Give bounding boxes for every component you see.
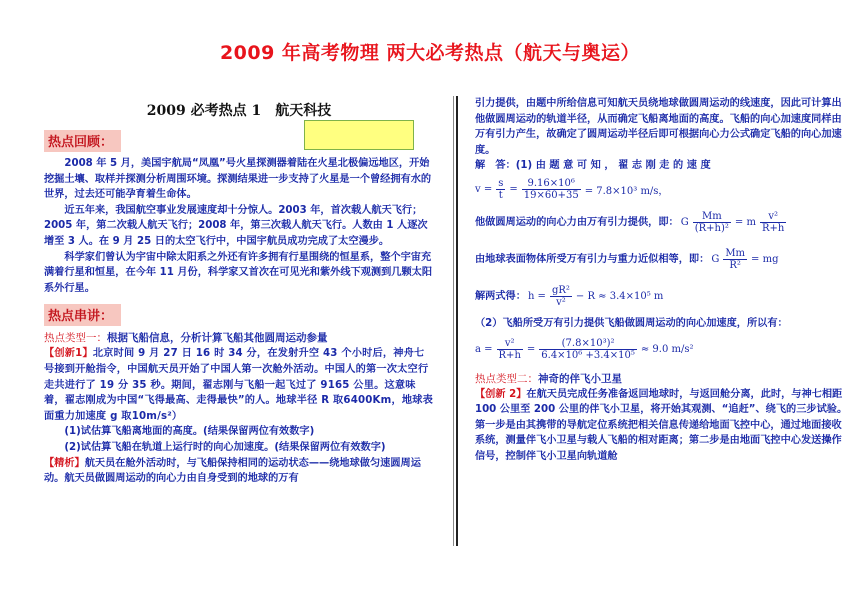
analysis-text: 航天员在舱外活动时，与飞船保持相同的运动状态——绕地球做匀速圆周运动。航天员做圆周运动的向心力由自身受到的地球的万有 [44, 457, 421, 485]
eq1-g: G [680, 216, 689, 228]
review-para-2: 近五年来，我国航空事业发展速度却十分惊人。2003 年，首次载人航天飞行；2005 年，第二次载人航天飞行；2008 年，第三次载人航天飞行。人数由 1 人逐次增至 3 人。在 9 月 25 日的太空飞行中，中国宇航员成功完成了太空漫步。 [44, 204, 428, 247]
accel-formula [475, 338, 850, 361]
eq1-den: (R+h)² [694, 222, 729, 234]
eq1-text: 他做圆周运动的向心力由万有引力提供，即： [475, 216, 679, 228]
type2-line [475, 371, 850, 387]
solve-res: − R ≈ 3.4×10⁵ m [575, 290, 664, 302]
highlight-box [304, 120, 414, 150]
left-column [44, 96, 434, 487]
innov2-para [475, 387, 850, 465]
analysis-label: 【精析】 [44, 457, 85, 469]
a-den: R+h [498, 349, 521, 361]
innov1-para [44, 346, 434, 424]
eq1-line [475, 211, 850, 234]
a-num2: (7.8×10³)² [539, 338, 637, 350]
a-num: v² [497, 338, 523, 350]
solve-den: v² [556, 296, 566, 308]
a-den2: 6.4×10⁶ +3.4×10⁵ [541, 349, 635, 361]
innov2-text: 在航天员完成任务准备返回地球时，与返回舱分离，此时，与神七相距 100 公里至 200 公里的伴飞小卫星，将开始其观测、“追赶”、绕飞的三步试验。第一步是由其携带的导航定位系统把相关信息传递给地面飞控中心，通过地面接收系统，测量伴飞小卫星与载人飞船的相对距离；第二步是由地面飞控中心发送操作信号，控制伴飞小卫星向轨道舱 [475, 388, 848, 462]
solve-line [475, 285, 850, 308]
eq2-num: Mm [725, 247, 746, 259]
eq1-formula [681, 211, 789, 234]
v-t: t [498, 189, 503, 201]
right-para-1: 引力提供，由题中所给信息可知航天员绕地球做圆周运动的线速度，因此可计算出他做圆周运动的轨道半径，从而确定飞船离地面的高度。飞船的向心加速度同样由万有引力产生，故确定了圆周运动半径后即可根据向心力公式确定飞船的向心加速度。 [475, 98, 842, 156]
type2-label: 热点类型二： [475, 372, 538, 385]
section-title: 2009 必考热点 1 航天科技 [146, 103, 332, 119]
type2-text: 神奇的伴飞小卫星 [538, 372, 622, 385]
column-divider-shadow [453, 96, 454, 546]
velocity-formula: v = $\frac{s}{t}$ = $\frac{\text{9.16×10⁶}}{19\times 60+35}$ = 7.8×10³ m/s， [475, 177, 669, 201]
analysis-tag: 热点串讲： [44, 304, 121, 326]
eq1-num2: v² [760, 211, 786, 223]
analysis-para [44, 456, 434, 487]
v-result: = 7.8×10³ m/s， [584, 185, 669, 197]
review-tag: 热点回顾： [44, 130, 121, 152]
eq2-formula [711, 248, 778, 271]
question-2: (2)试估算飞船在轨道上运行时的向心加速度。(结果保留两位有效数字) [64, 441, 386, 453]
question-1: (1)试估算飞船离地面的高度。(结果保留两位有效数字) [64, 426, 315, 438]
eq2-den: R² [729, 259, 741, 271]
page-title: 2009 年高考物理 两大必考热点（航天与奥运） [219, 42, 641, 64]
solve-formula [528, 285, 663, 308]
eq2-line [475, 248, 850, 271]
type1-text: 根据飞船信息，分析计算飞船其他圆周运动参量 [107, 332, 328, 345]
type1-line [44, 330, 434, 346]
answer-line: 解 答：(1) 由 题 意 可 知 ， 翟 志 刚 走 的 速 度 [475, 160, 711, 172]
solve-num: gR² [551, 284, 570, 296]
eq2-text: 由地球表面物体所受万有引力与重力近似相等，即： [475, 253, 710, 265]
type1-label: 热点类型一： [44, 332, 107, 345]
solve-h: h = [527, 290, 546, 302]
column-divider [456, 96, 458, 546]
review-para-1: 2008 年 5 月，美国宇航局“凤凰”号火星探测器着陆在火星北极偏远地区，开始挖掘土壤、取样并探测分析周围环境。探测结果进一步支持了火星是一个曾经拥有水的世界，过去还可能孕育着生命体。 [44, 158, 432, 201]
solve-text: 解两式得： [475, 290, 526, 302]
innov2-label: 【创新 2】 [475, 388, 527, 400]
innov1-label: 【创新1】 [44, 348, 93, 360]
eq2-res: = mg [751, 253, 779, 265]
eq1-eq: = m [734, 216, 756, 228]
a-eq: = [526, 343, 536, 355]
review-para-3: 科学家们曾认为宇宙中除太阳系之外还有许多拥有行星围绕的恒星系，整个宇宙充满着行星和恒星，在今年 11 月份，科学家又首次在可见光和紫外线下观测到几颗太阳系外行星。 [44, 251, 433, 294]
a-res: ≈ 9.0 m/s² [640, 343, 694, 355]
innov1-text: 北京时间 9 月 27 日 16 时 34 分，在发射升空 43 个小时后，神舟七号接到开舱指令，中国航天员开始了中国人第一次舱外活动。中国人的第一次太空行走共进行了 19 分 35 秒。期间，翟志刚与飞船一起飞过了 9165 公里。这意味着，翟志刚成为中国“飞得最高、走得最快”的人。地球半径 R 取6400Km，地球表面重力加速度 g 取10m/s²） [44, 348, 434, 422]
right-column [475, 96, 850, 465]
v-s: s [498, 177, 504, 189]
v-num: 9.16×10⁶ [522, 178, 581, 190]
eq1-den2: R+h [761, 222, 785, 234]
eq1-num: Mm [693, 211, 731, 223]
a-lhs: a = [475, 343, 493, 355]
eq2-g: G [711, 253, 720, 265]
q2-text: （2）飞船所受万有引力提供飞船做圆周运动的向心加速度，所以有： [475, 317, 788, 329]
v-den: 19×60+35 [523, 189, 579, 201]
v-lhs: v = [475, 183, 493, 195]
